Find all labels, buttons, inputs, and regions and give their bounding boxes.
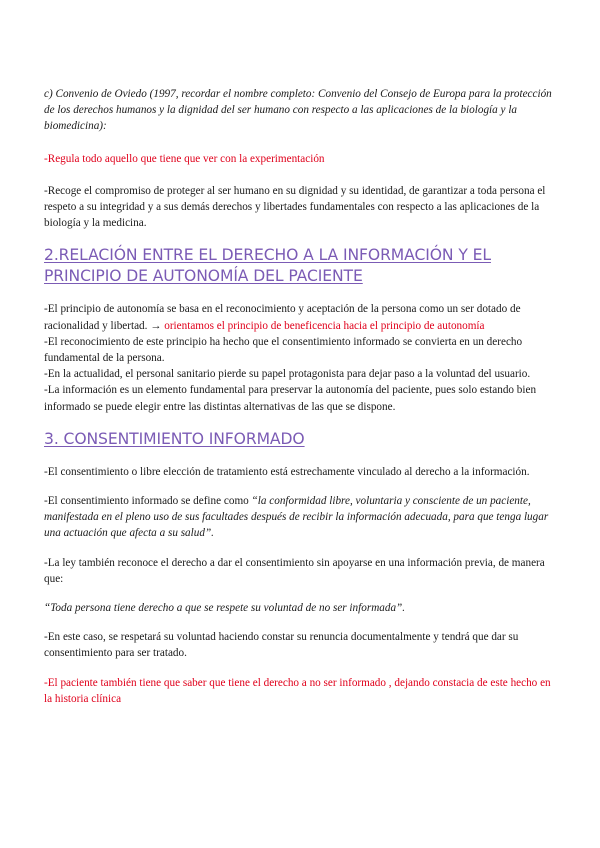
section2-paragraph-3: -En la actualidad, el personal sanitario pierde su papel protagonista para dejar paso a la voluntad del usuario.: [44, 368, 531, 381]
section2-paragraph-4: -La información es un elemento fundamental para preservar la autonomía del paciente, pues solo estando bien informado se puede elegir entre las distintas alternativas de las que se dispone.: [44, 384, 537, 413]
intro-paragraph: -Recoge el compromiso de proteger al ser humano en su dignidad y su identidad, de garantizar a toda persona el respeto a su integridad y a sus demás derechos y libertades fundamentales con respecto a las aplicaciones de la biología y la medicina.: [44, 184, 546, 230]
intro-red-note: -Regula todo aquello que tiene que ver con la experimentación: [44, 152, 325, 165]
section3-paragraph-2: [44, 493, 558, 542]
section2-title-line2: PRINCIPIO DE AUTONOMÍA DEL PACIENTE: [44, 267, 363, 286]
section3-paragraph-4: -En este caso, se respetará su voluntad haciendo constar su renuncia documentalmente y tendrá que dar su consentimiento para ser tratado.: [44, 631, 519, 660]
section3-paragraph-1: -El consentimiento o libre elección de tratamiento está estrechamente vinculado al derecho a la información.: [44, 465, 530, 478]
section2-p1-red: orientamos el principio de beneficencia hacia el principio de autonomía: [164, 319, 485, 332]
section3-p2-quote: “la conformidad libre, voluntaria y consciente de un paciente, manifestada en el pleno uso de sus facultades después de recibir la información adecuada, para que tenga lugar una actuación que afecta a su salud”.: [44, 495, 549, 540]
section2-paragraph-2: -El reconocimiento de este principio ha hecho que el consentimiento informado se convierta en un derecho fundamental de la persona.: [44, 335, 523, 365]
section3-title: [44, 429, 558, 450]
section2-title: [44, 245, 558, 287]
section3-paragraph-3: -La ley también reconoce el derecho a dar el consentimiento sin apoyarse en una información previa, de manera que:: [44, 556, 545, 585]
section2-p1-text: -El principio de autonomía se basa en el reconocimiento y aceptación de la persona como un ser dotado de racionalidad y libertad. →: [44, 303, 521, 332]
section3-p2-text: -El consentimiento informado se define como: [44, 495, 252, 508]
section2-paragraph-1: [44, 301, 558, 333]
section2-title-line1: 2.RELACIÓN ENTRE EL DERECHO A LA INFORMACIÓN Y EL: [44, 246, 491, 265]
intro-heading: c) Convenio de Oviedo (1997, recordar el nombre completo: Convenio del Consejo de Europa para la protección de los derechos humanos y la dignidad del ser humano con respecto a las aplicaciones de la biología y la biomedicina):: [44, 88, 552, 133]
section3-title-text: 3. CONSENTIMIENTO INFORMADO: [44, 429, 305, 448]
section3-quote: “Toda persona tiene derecho a que se respete su voluntad de no ser informada”.: [44, 602, 406, 615]
section3-red-note: -El paciente también tiene que saber que tiene el derecho a no ser informado , dejando constacia de este hecho en la historia clínica: [44, 676, 551, 705]
